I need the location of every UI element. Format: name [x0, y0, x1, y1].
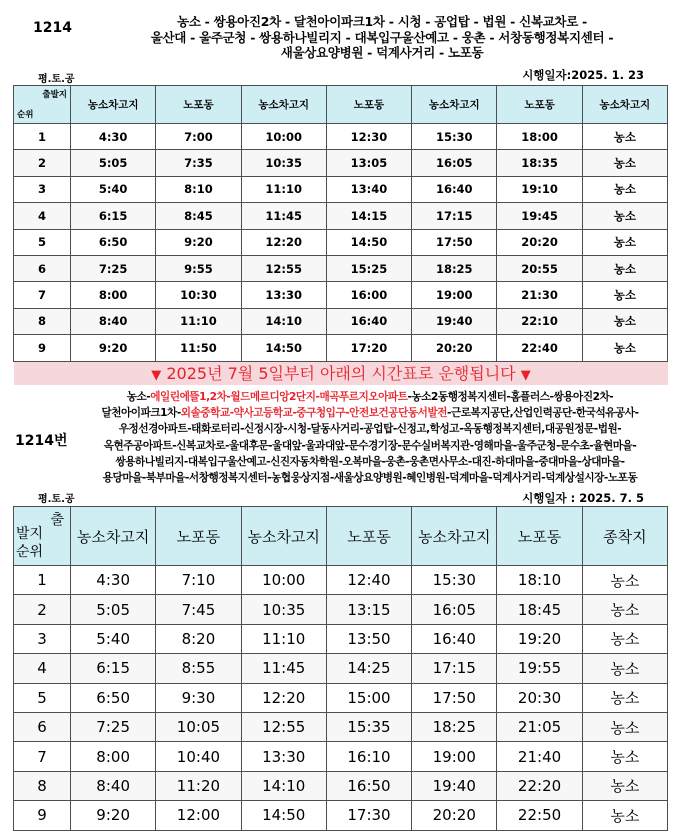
departure-time-cell: 4:30 — [71, 124, 156, 150]
table-row — [14, 282, 668, 308]
departure-time-cell: 13:50 — [326, 624, 411, 653]
stop-text: -농소2동행정복지센터-홈플러스-쌍용아진2차- — [407, 391, 614, 403]
departure-time-cell: 14:50 — [326, 229, 411, 255]
departure-time-cell: 14:15 — [326, 203, 411, 229]
table-row — [14, 124, 668, 150]
departure-time-cell: 18:10 — [497, 566, 582, 595]
departure-time-cell: 20:55 — [497, 255, 582, 281]
destination-cell: 농소 — [582, 801, 667, 830]
departure-time-cell: 8:00 — [71, 742, 156, 771]
old-table-header-row — [14, 86, 668, 124]
departure-time-cell: 11:50 — [156, 335, 241, 361]
column-header: 농소차고지 — [412, 86, 497, 124]
row-order-cell: 5 — [14, 683, 71, 712]
departure-time-cell: 17:50 — [412, 683, 497, 712]
column-header: 노포동 — [326, 507, 411, 566]
departure-time-cell: 19:45 — [497, 203, 582, 229]
departure-time-cell: 19:40 — [412, 308, 497, 334]
departure-time-cell: 15:00 — [326, 683, 411, 712]
row-order-cell: 8 — [14, 771, 71, 800]
old-day-type: 평.토.공 — [38, 74, 75, 85]
column-header: 노포동 — [497, 86, 582, 124]
departure-time-cell: 13:15 — [326, 595, 411, 624]
table-row — [14, 801, 668, 830]
departure-time-cell: 13:30 — [241, 282, 326, 308]
departure-time-cell: 17:15 — [412, 654, 497, 683]
departure-time-cell: 14:10 — [241, 308, 326, 334]
departure-time-cell: 11:45 — [241, 654, 326, 683]
departure-time-cell: 6:15 — [71, 203, 156, 229]
departure-time-cell: 14:50 — [241, 335, 326, 361]
column-header: 농소차고지 — [582, 86, 667, 124]
departure-time-cell: 7:00 — [156, 124, 241, 150]
departure-time-cell: 15:35 — [326, 712, 411, 741]
new-timetable — [13, 506, 668, 831]
down-triangle-icon: ▼ — [520, 368, 531, 383]
row-order-cell: 9 — [14, 801, 71, 830]
departure-time-cell: 17:30 — [326, 801, 411, 830]
departure-time-cell: 19:10 — [497, 176, 582, 202]
table-row — [14, 624, 668, 653]
departure-time-cell: 14:50 — [241, 801, 326, 830]
new-table-corner-cell — [14, 507, 71, 566]
departure-time-cell: 15:25 — [326, 255, 411, 281]
departure-time-cell: 7:45 — [156, 595, 241, 624]
departure-time-cell: 14:10 — [241, 771, 326, 800]
row-order-cell: 2 — [14, 150, 71, 176]
departure-time-cell: 22:40 — [497, 335, 582, 361]
new-stops-line — [68, 405, 672, 421]
departure-time-cell: 10:00 — [241, 124, 326, 150]
departure-time-cell: 9:30 — [156, 683, 241, 712]
old-timetable — [13, 85, 668, 362]
departure-time-cell: 8:40 — [71, 771, 156, 800]
table-row — [14, 308, 668, 334]
new-day-type: 평.토.공 — [38, 494, 75, 505]
departure-time-cell: 10:40 — [156, 742, 241, 771]
column-header: 농소차고지 — [71, 507, 156, 566]
departure-time-cell: 11:10 — [241, 176, 326, 202]
new-table-body — [14, 566, 668, 831]
column-header: 종착지 — [582, 507, 667, 566]
new-stops-line — [68, 389, 672, 405]
column-header: 농소차고지 — [241, 507, 326, 566]
destination-cell: 농소 — [582, 771, 667, 800]
departure-time-cell: 16:05 — [412, 150, 497, 176]
new-stop-highlight: 에일린에뜰1,2차-월드메르디앙2단지-매곡푸르지오아파트 — [150, 391, 408, 403]
row-order-cell: 7 — [14, 742, 71, 771]
departure-time-cell: 8:20 — [156, 624, 241, 653]
row-order-cell: 1 — [14, 566, 71, 595]
corner-origin-label-rest: 발지 — [16, 526, 44, 542]
departure-time-cell: 17:50 — [412, 229, 497, 255]
column-header: 농소차고지 — [412, 507, 497, 566]
new-stops-line: 용당마을-북부마을-서창행정복지센터-농협웅상지점-새울상요양병원-혜인병원-덕계마을-덕계사거리-덕계상설시장-노포동 — [102, 472, 638, 485]
departure-time-cell: 15:30 — [412, 566, 497, 595]
departure-time-cell: 7:25 — [71, 255, 156, 281]
departure-time-cell: 22:10 — [497, 308, 582, 334]
departure-time-cell: 13:05 — [326, 150, 411, 176]
departure-time-cell: 12:40 — [326, 566, 411, 595]
destination-cell: 농소 — [582, 624, 667, 653]
new-stop-highlight: 외솔중학교-약사고등학교-중구청입구-안전보건공단동서발전 — [180, 407, 448, 420]
departure-time-cell: 5:40 — [71, 624, 156, 653]
departure-time-cell: 6:15 — [71, 654, 156, 683]
departure-time-cell: 18:00 — [497, 124, 582, 150]
departure-time-cell: 12:30 — [326, 124, 411, 150]
table-row — [14, 595, 668, 624]
departure-time-cell: 18:25 — [412, 255, 497, 281]
column-header: 농소차고지 — [71, 86, 156, 124]
departure-time-cell: 22:50 — [497, 801, 582, 830]
destination-cell: 농소 — [582, 176, 667, 202]
old-route-number: 1214 — [33, 20, 72, 36]
table-row — [14, 683, 668, 712]
new-stops-line: 우정선경아파트-태화로터리-신정시장-시청-달동사거리-공업탑-신정고,학성고-옥동행정복지센터,대공원정문-법원- — [118, 423, 622, 436]
departure-time-cell: 10:35 — [241, 595, 326, 624]
old-table-corner-cell — [14, 86, 71, 124]
new-effective-date: 시행일자 : 2025. 7. 5 — [522, 491, 644, 505]
row-order-cell: 7 — [14, 282, 71, 308]
departure-time-cell: 5:40 — [71, 176, 156, 202]
corner-order-label — [16, 525, 43, 561]
departure-time-cell: 7:25 — [71, 712, 156, 741]
notice-banner — [14, 362, 668, 385]
row-order-cell: 5 — [14, 229, 71, 255]
departure-time-cell: 17:15 — [412, 203, 497, 229]
departure-time-cell: 7:10 — [156, 566, 241, 595]
corner-order-label: 순위 — [17, 110, 34, 120]
table-row — [14, 335, 668, 361]
old-stops-line: 새울상요양병원 - 덕계사거리 - 노포동 — [280, 45, 484, 60]
departure-time-cell: 11:20 — [156, 771, 241, 800]
notice-text: 2025년 7월 5일부터 아래의 시간표로 운행됩니다 — [166, 364, 516, 383]
departure-time-cell: 16:00 — [326, 282, 411, 308]
departure-time-cell: 13:30 — [241, 742, 326, 771]
column-header: 농소차고지 — [241, 86, 326, 124]
destination-cell: 농소 — [582, 595, 667, 624]
destination-cell: 농소 — [582, 124, 667, 150]
old-table-body — [14, 124, 668, 362]
departure-time-cell: 16:05 — [412, 595, 497, 624]
departure-time-cell: 8:10 — [156, 176, 241, 202]
departure-time-cell: 10:05 — [156, 712, 241, 741]
corner-order-text: 순위 — [16, 544, 44, 560]
down-triangle-icon: ▼ — [151, 368, 162, 383]
departure-time-cell: 16:40 — [412, 176, 497, 202]
destination-cell: 농소 — [582, 654, 667, 683]
table-row — [14, 712, 668, 741]
destination-cell: 농소 — [582, 712, 667, 741]
destination-cell: 농소 — [582, 282, 667, 308]
departure-time-cell: 21:30 — [497, 282, 582, 308]
departure-time-cell: 16:40 — [326, 308, 411, 334]
departure-time-cell: 8:00 — [71, 282, 156, 308]
departure-time-cell: 10:35 — [241, 150, 326, 176]
departure-time-cell: 11:10 — [156, 308, 241, 334]
table-row — [14, 176, 668, 202]
departure-time-cell: 12:20 — [241, 683, 326, 712]
row-order-cell: 3 — [14, 624, 71, 653]
corner-origin-label: 출 — [50, 512, 64, 528]
departure-time-cell: 10:00 — [241, 566, 326, 595]
departure-time-cell: 19:40 — [412, 771, 497, 800]
new-stops-list — [68, 389, 672, 486]
new-table-header-row — [14, 507, 668, 566]
departure-time-cell: 10:30 — [156, 282, 241, 308]
departure-time-cell: 11:45 — [241, 203, 326, 229]
table-row — [14, 203, 668, 229]
departure-time-cell: 9:20 — [71, 335, 156, 361]
row-order-cell: 2 — [14, 595, 71, 624]
table-row — [14, 229, 668, 255]
departure-time-cell: 19:20 — [497, 624, 582, 653]
departure-time-cell: 9:20 — [156, 229, 241, 255]
departure-time-cell: 16:50 — [326, 771, 411, 800]
departure-time-cell: 21:40 — [497, 742, 582, 771]
destination-cell: 농소 — [582, 683, 667, 712]
departure-time-cell: 16:40 — [412, 624, 497, 653]
departure-time-cell: 20:30 — [497, 683, 582, 712]
departure-time-cell: 12:00 — [156, 801, 241, 830]
departure-time-cell: 11:10 — [241, 624, 326, 653]
row-order-cell: 4 — [14, 654, 71, 683]
row-order-cell: 4 — [14, 203, 71, 229]
departure-time-cell: 18:45 — [497, 595, 582, 624]
row-order-cell: 1 — [14, 124, 71, 150]
row-order-cell: 3 — [14, 176, 71, 202]
departure-time-cell: 13:40 — [326, 176, 411, 202]
old-stops-list — [112, 14, 652, 61]
new-route-number: 1214번 — [15, 433, 68, 449]
departure-time-cell: 18:25 — [412, 712, 497, 741]
row-order-cell: 8 — [14, 308, 71, 334]
departure-time-cell: 7:35 — [156, 150, 241, 176]
departure-time-cell: 12:55 — [241, 255, 326, 281]
departure-time-cell: 4:30 — [71, 566, 156, 595]
stop-text: 달천아이파크1차- — [101, 407, 181, 420]
table-row — [14, 654, 668, 683]
row-order-cell: 6 — [14, 255, 71, 281]
stop-text: 농소- — [126, 391, 151, 403]
table-row — [14, 742, 668, 771]
table-row — [14, 150, 668, 176]
departure-time-cell: 8:45 — [156, 203, 241, 229]
column-header: 노포동 — [156, 507, 241, 566]
destination-cell: 농소 — [582, 335, 667, 361]
departure-time-cell: 6:50 — [71, 683, 156, 712]
departure-time-cell: 5:05 — [71, 595, 156, 624]
destination-cell: 농소 — [582, 566, 667, 595]
departure-time-cell: 14:25 — [326, 654, 411, 683]
new-stops-line: 옥현주공아파트-신복교차로-울대후문-울대앞-울과대앞-문수경기장-문수실버복지관-영해마을-울주군청-문수초-율현마을- — [103, 439, 637, 452]
departure-time-cell: 9:55 — [156, 255, 241, 281]
departure-time-cell: 16:10 — [326, 742, 411, 771]
row-order-cell: 9 — [14, 335, 71, 361]
destination-cell: 농소 — [582, 203, 667, 229]
column-header: 노포동 — [156, 86, 241, 124]
departure-time-cell: 21:05 — [497, 712, 582, 741]
column-header: 노포동 — [497, 507, 582, 566]
departure-time-cell: 19:00 — [412, 742, 497, 771]
corner-origin-label: 출발지 — [42, 90, 67, 100]
departure-time-cell: 8:40 — [71, 308, 156, 334]
departure-time-cell: 12:55 — [241, 712, 326, 741]
departure-time-cell: 6:50 — [71, 229, 156, 255]
destination-cell: 농소 — [582, 742, 667, 771]
departure-time-cell: 19:00 — [412, 282, 497, 308]
destination-cell: 농소 — [582, 255, 667, 281]
new-stops-line: 쌍용하나빌리지-대복입구울산예고-신진자동차학원-오복마을-웅촌-웅촌면사무소-대진-하대마을-중대마을-상대마을- — [115, 455, 625, 468]
departure-time-cell: 20:20 — [412, 335, 497, 361]
old-stops-line: 울산대 - 울주군청 - 쌍용하나빌리지 - 대복입구울산예고 - 웅촌 - 서창동행정복지센터 - — [150, 29, 614, 45]
destination-cell: 농소 — [582, 229, 667, 255]
departure-time-cell: 22:20 — [497, 771, 582, 800]
table-row — [14, 566, 668, 595]
destination-cell: 농소 — [582, 150, 667, 176]
departure-time-cell: 12:20 — [241, 229, 326, 255]
row-order-cell: 6 — [14, 712, 71, 741]
departure-time-cell: 5:05 — [71, 150, 156, 176]
stop-text: -근로복지공단,산업인력공단-한국석유공사- — [447, 407, 639, 420]
departure-time-cell: 18:35 — [497, 150, 582, 176]
old-effective-date: 시행일자:2025. 1. 23 — [522, 68, 644, 82]
departure-time-cell: 8:55 — [156, 654, 241, 683]
table-row — [14, 771, 668, 800]
departure-time-cell: 9:20 — [71, 801, 156, 830]
old-stops-line: 농소 - 쌍용아진2차 - 달천아이파크1차 - 시청 - 공업탑 - 법원 - 신복교차로 - — [177, 14, 587, 29]
departure-time-cell: 20:20 — [497, 229, 582, 255]
table-row — [14, 255, 668, 281]
destination-cell: 농소 — [582, 308, 667, 334]
departure-time-cell: 19:55 — [497, 654, 582, 683]
departure-time-cell: 15:30 — [412, 124, 497, 150]
column-header: 노포동 — [326, 86, 411, 124]
departure-time-cell: 20:20 — [412, 801, 497, 830]
departure-time-cell: 17:20 — [326, 335, 411, 361]
